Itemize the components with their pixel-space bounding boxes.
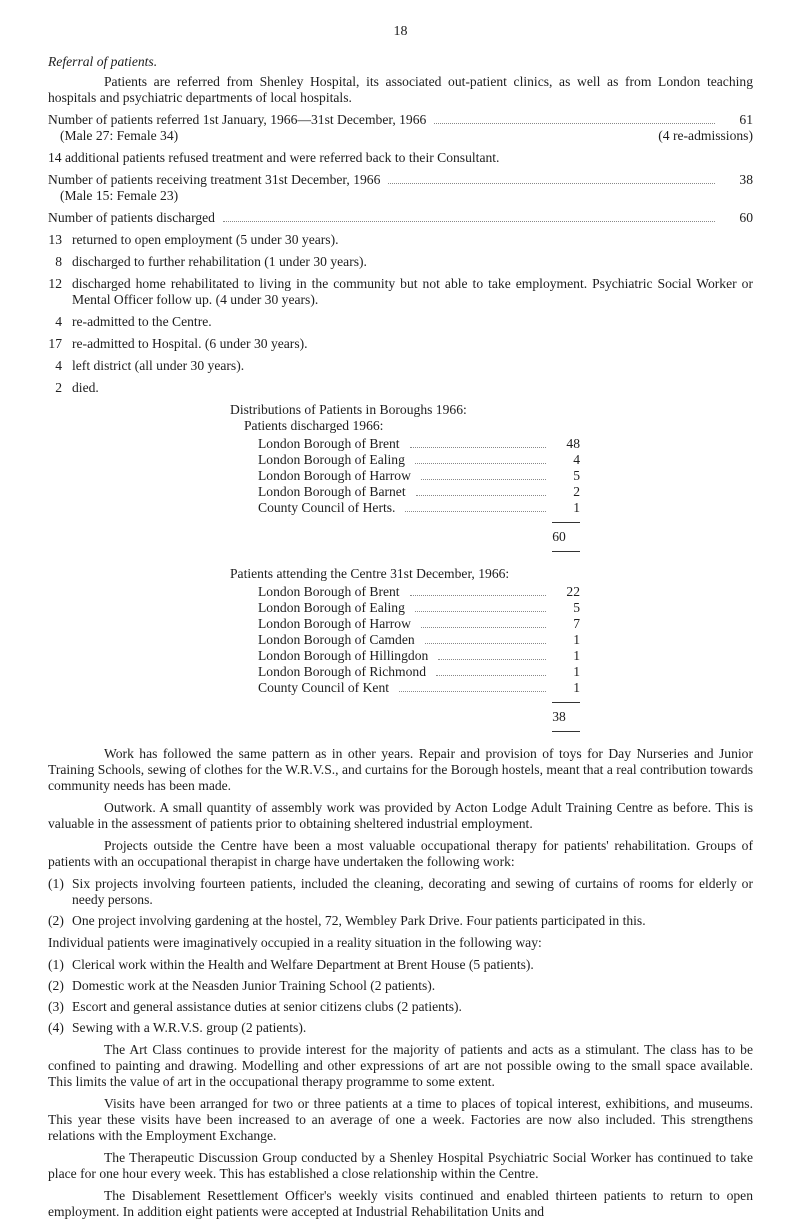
- list-item: (1) Clerical work within the Health and Welfare Department at Brent House (5 patients).: [48, 957, 534, 972]
- section-heading: Referral of patients.: [48, 54, 158, 69]
- distribution-title: Distributions of Patients in Boroughs 1966:: [230, 402, 467, 417]
- leader-dots: [388, 182, 715, 184]
- attending-total: 38: [552, 709, 566, 724]
- list-item: 8 discharged to further rehabilitation (1 under 30 years).: [55, 254, 367, 269]
- disablement-paragraph: The Disablement Resettlement Officer's weekly visits continued and enabled thirteen patients to return to open employment. In addition eight patients were accepted at Industrial Rehabilitation Units and: [48, 1188, 753, 1219]
- list-item: 12 discharged home rehabilitated to living in the community but not able to take employment. Psychiatric Social Worker or Mental Officer follow up. (4 under 30 years).: [48, 276, 753, 307]
- receiving-breakdown: (Male 15: Female 23): [60, 188, 179, 203]
- document-page: [48, 24, 753, 1220]
- readmissions-note: (4 re-admissions): [658, 128, 753, 143]
- list-item: 13 returned to open employment (5 under 30 years).: [48, 232, 339, 247]
- table-row: London Borough of Brent 22: [258, 584, 580, 599]
- table-row: London Borough of Ealing 4: [258, 452, 580, 467]
- list-item: (2) One project involving gardening at the hostel, 72, Wembley Park Drive. Four patients participated in this.: [48, 913, 646, 928]
- table-row: London Borough of Richmond 1: [258, 664, 580, 679]
- projects-paragraph: Projects outside the Centre have been a most valuable occupational therapy for patients' rehabilitation. Groups of patients with an occupational therapist in charge have undertaken the following work:: [48, 838, 753, 869]
- therapeutic-paragraph: The Therapeutic Discussion Group conducted by a Shenley Hospital Psychiatric Social Worker has continued to take place for one hour every week. This has established a close relationship within the Centre.: [48, 1150, 753, 1181]
- table-row: London Borough of Camden 1: [258, 632, 580, 647]
- borough-distribution: [230, 402, 580, 738]
- refused-text: 14 additional patients refused treatment and were referred back to their Consultant.: [48, 150, 500, 165]
- total-rule: [230, 545, 580, 558]
- art-paragraph: The Art Class continues to provide interest for the majority of patients and acts as a stimulant. The class has to be confined to painting and drawing. Modelling and other expressions of art are not possible owing to the small space available. This limits the value of art in the occupational therapy programme to some extent.: [48, 1042, 753, 1089]
- leader-dots: [434, 122, 715, 124]
- list-item: (1) Six projects involving fourteen patients, included the cleaning, decorating and sewing of curtains of rooms for elderly or needy persons.: [48, 876, 753, 907]
- individual-paragraph: Individual patients were imaginatively occupied in a reality situation in the following way:: [48, 935, 542, 950]
- table-row: London Borough of Barnet 2: [258, 484, 580, 499]
- list-item: (2) Domestic work at the Neasden Junior Training School (2 patients).: [48, 978, 436, 993]
- receiving-row: [48, 172, 753, 188]
- table-row: London Borough of Hillingdon 1: [258, 648, 580, 663]
- table-row: County Council of Herts. 1: [258, 500, 580, 515]
- attending-subtitle: Patients attending the Centre 31st December, 1966:: [230, 566, 510, 581]
- table-row: County Council of Kent 1: [258, 680, 580, 695]
- total-rule: [230, 725, 580, 738]
- discharged-total: 60: [552, 529, 566, 544]
- discharged-subtitle: Patients discharged 1966:: [244, 418, 384, 433]
- receiving-label: Number of patients receiving treatment 31st December, 1966: [48, 172, 381, 187]
- referred-value: 61: [739, 112, 753, 127]
- total-rule: [230, 696, 580, 709]
- discharged-value: 60: [739, 210, 753, 225]
- receiving-value: 38: [739, 172, 753, 187]
- individual-list: [48, 957, 753, 1036]
- discharged-label: Number of patients discharged: [48, 210, 215, 225]
- referred-breakdown: (Male 27: Female 34): [60, 128, 179, 143]
- list-item: 17 re-admitted to Hospital. (6 under 30 years).: [48, 336, 308, 351]
- discharge-list: [48, 232, 753, 396]
- table-row: London Borough of Harrow 7: [258, 616, 580, 631]
- projects-list: [48, 876, 753, 929]
- total-rule: [230, 516, 580, 529]
- outwork-paragraph: Outwork. A small quantity of assembly work was provided by Acton Lodge Adult Training Centre as before. This is valuable in the assessment of patients prior to obtaining sheltered industrial employment.: [48, 800, 753, 831]
- referred-breakdown-row: [48, 128, 753, 144]
- table-row: London Borough of Ealing 5: [258, 600, 580, 615]
- table-row: London Borough of Brent 48: [258, 436, 580, 451]
- work-paragraph: Work has followed the same pattern as in other years. Repair and provision of toys for Day Nurseries and Junior Training Schools, sewing of clothes for the W.R.V.S., and curtains for the Borough hostels, meant that a real contribution towards community needs has been made.: [48, 746, 753, 793]
- visits-paragraph: Visits have been arranged for two or three patients at a time to places of topical interest, exhibitions, and museums. This year these visits have been increased to an average of one a week. Factories are now also included. This strengthens relations with the Employment Exchange.: [48, 1096, 753, 1143]
- leader-dots: [223, 220, 715, 222]
- list-item: 4 left district (all under 30 years).: [55, 358, 245, 373]
- referred-row: [48, 112, 753, 128]
- intro-paragraph: Patients are referred from Shenley Hospital, its associated out-patient clinics, as well as from London teaching hospitals and psychiatric departments of local hospitals.: [48, 74, 753, 105]
- list-item: (3) Escort and general assistance duties at senior citizens clubs (2 patients).: [48, 999, 462, 1014]
- discharged-row: [48, 210, 753, 226]
- referred-label: Number of patients referred 1st January, 1966—31st December, 1966: [48, 112, 427, 127]
- list-item: (4) Sewing with a W.R.V.S. group (2 patients).: [48, 1020, 307, 1035]
- list-item: 2 died.: [55, 380, 99, 395]
- list-item: 4 re-admitted to the Centre.: [55, 314, 212, 329]
- table-row: London Borough of Harrow 5: [258, 468, 580, 483]
- page-number: 18: [393, 24, 408, 39]
